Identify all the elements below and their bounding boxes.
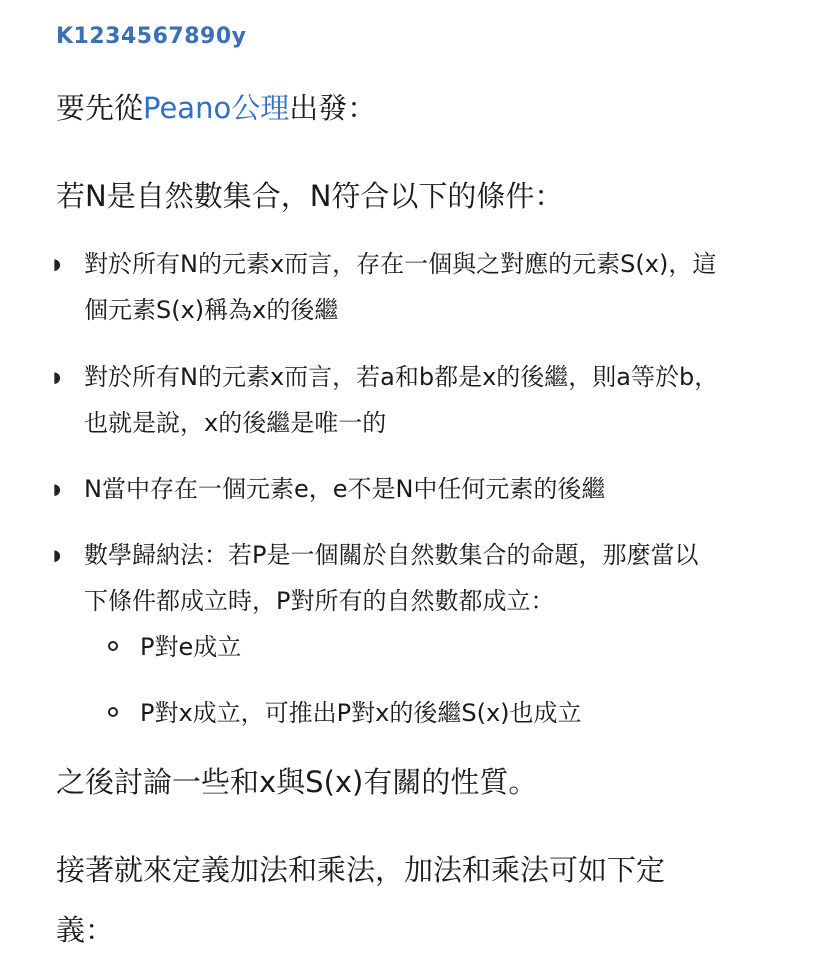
intro-suffix: 出發： — [289, 91, 377, 125]
bullet-icon: ◗ — [53, 546, 61, 564]
list-item-line: 數學歸納法：若P是一個關於自然數集合的命題，那麼當以 — [84, 541, 699, 569]
paragraph-line: 接著就來定義加法和乘法，加法和乘法可如下定 — [56, 853, 666, 887]
circle-bullet-icon — [108, 641, 118, 651]
condition-heading: 若N是自然數集合，N符合以下的條件： — [56, 179, 564, 213]
next-paragraph — [56, 840, 665, 960]
bullet-icon: ◗ — [53, 368, 61, 386]
list-item-line: N當中存在一個元素e，e不是N中任何元素的後繼 — [84, 475, 606, 503]
author-name[interactable]: K1234567890y — [56, 24, 247, 49]
list-item-text — [84, 241, 716, 333]
sub-list-item-text: P對x成立，可推出P對x的後繼S(x)也成立 — [140, 699, 582, 727]
peano-axioms-link[interactable]: Peano公理 — [143, 91, 290, 125]
after-paragraph: 之後討論一些和x與S(x)有關的性質。 — [56, 765, 538, 799]
list-item-text — [84, 466, 605, 512]
intro-paragraph — [56, 78, 376, 138]
list-item-line: 對於所有N的元素x而言，存在一個與之對應的元素S(x)，這 — [84, 250, 717, 278]
list-item-text — [84, 532, 698, 624]
paragraph-line: 義： — [56, 913, 115, 947]
list-item-line: 也就是說，x的後繼是唯一的 — [84, 409, 387, 437]
circle-bullet-icon — [108, 707, 118, 717]
list-item-line: 對於所有N的元素x而言，若a和b都是x的後繼，則a等於b， — [84, 363, 719, 391]
bullet-icon: ◗ — [53, 255, 61, 273]
list-item-text — [84, 354, 718, 446]
list-item-line: 下條件都成立時，P對所有的自然數都成立： — [84, 587, 555, 615]
intro-prefix: 要先從 — [56, 91, 144, 125]
sub-list-item-text: P對e成立 — [140, 633, 242, 661]
list-item-line: 個元素S(x)稱為x的後繼 — [84, 296, 339, 324]
bullet-icon: ◗ — [53, 480, 61, 498]
